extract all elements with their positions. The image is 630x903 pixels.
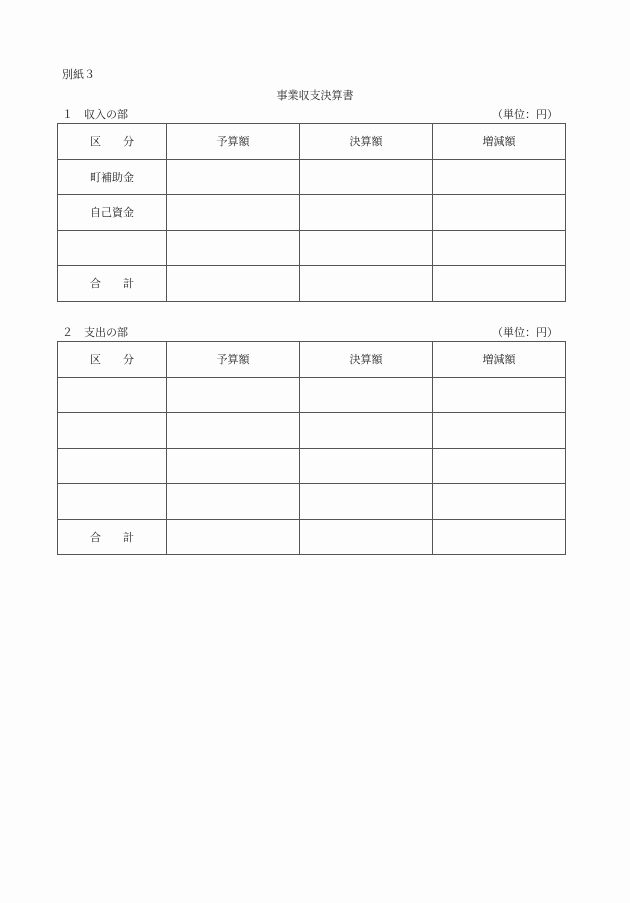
difference-cell[interactable] — [433, 484, 566, 520]
budget-cell[interactable] — [167, 266, 300, 302]
budget-cell[interactable] — [167, 377, 300, 413]
settlement-cell[interactable] — [300, 230, 433, 266]
table-row — [58, 230, 566, 266]
difference-cell[interactable] — [433, 519, 566, 555]
category-cell: 自己資金 — [58, 195, 167, 231]
settlement-cell[interactable] — [300, 484, 433, 520]
settlement-cell[interactable] — [300, 448, 433, 484]
total-row — [58, 519, 566, 555]
settlement-cell[interactable] — [300, 266, 433, 302]
difference-cell[interactable] — [433, 266, 566, 302]
table-row — [58, 159, 566, 195]
budget-cell[interactable] — [167, 448, 300, 484]
expense-section-label: ２ 支出の部 — [62, 326, 128, 339]
difference-cell[interactable] — [433, 230, 566, 266]
table-row — [58, 413, 566, 449]
settlement-cell[interactable] — [300, 195, 433, 231]
category-cell: 合 計 — [58, 519, 167, 555]
income-unit-label: （単位：円） — [492, 108, 558, 121]
budget-cell[interactable] — [167, 484, 300, 520]
header-settlement: 決算額 — [300, 342, 433, 378]
header-difference: 増減額 — [433, 342, 566, 378]
category-cell: 町補助金 — [58, 159, 167, 195]
table-row — [58, 448, 566, 484]
category-cell: 合 計 — [58, 266, 167, 302]
header-difference: 増減額 — [433, 124, 566, 160]
category-cell[interactable] — [58, 484, 167, 520]
table-row — [58, 377, 566, 413]
document-title: 事業収支決算書 — [276, 89, 354, 102]
settlement-cell[interactable] — [300, 413, 433, 449]
header-budget: 予算額 — [167, 124, 300, 160]
category-cell[interactable] — [58, 413, 167, 449]
budget-cell[interactable] — [167, 195, 300, 231]
settlement-cell[interactable] — [300, 377, 433, 413]
header-budget: 予算額 — [167, 342, 300, 378]
settlement-cell[interactable] — [300, 159, 433, 195]
income-header-row — [58, 124, 566, 160]
settlement-cell[interactable] — [300, 519, 433, 555]
difference-cell[interactable] — [433, 413, 566, 449]
category-cell[interactable] — [58, 448, 167, 484]
header-category: 区 分 — [58, 342, 167, 378]
category-cell[interactable] — [58, 377, 167, 413]
budget-cell[interactable] — [167, 159, 300, 195]
table-row — [58, 195, 566, 231]
income-section-label: １ 収入の部 — [62, 108, 128, 121]
attachment-label: 別紙３ — [62, 68, 95, 81]
header-settlement: 決算額 — [300, 124, 433, 160]
budget-cell[interactable] — [167, 519, 300, 555]
difference-cell[interactable] — [433, 377, 566, 413]
budget-cell[interactable] — [167, 230, 300, 266]
category-cell[interactable] — [58, 230, 167, 266]
expense-table — [57, 341, 566, 555]
expense-unit-label: （単位：円） — [492, 326, 558, 339]
difference-cell[interactable] — [433, 448, 566, 484]
difference-cell[interactable] — [433, 159, 566, 195]
header-category: 区 分 — [58, 124, 167, 160]
total-row — [58, 266, 566, 302]
difference-cell[interactable] — [433, 195, 566, 231]
expense-header-row — [58, 342, 566, 378]
budget-cell[interactable] — [167, 413, 300, 449]
table-row — [58, 484, 566, 520]
income-table — [57, 123, 566, 302]
